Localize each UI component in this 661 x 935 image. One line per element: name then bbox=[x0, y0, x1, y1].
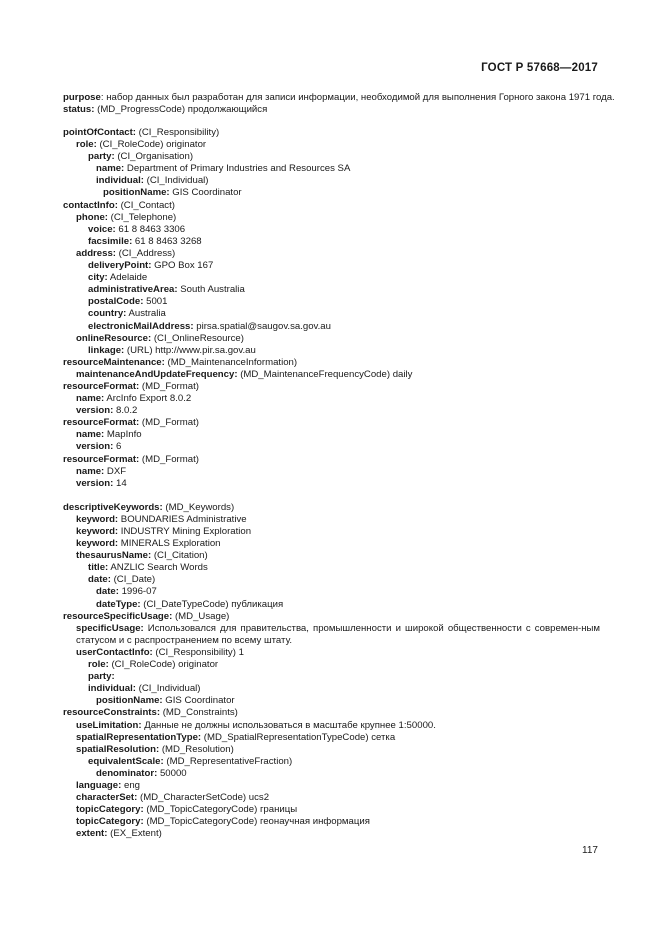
metadata-line bbox=[63, 260, 600, 272]
field-key: deliveryPoint: bbox=[88, 260, 152, 272]
field-key: equivalentScale: bbox=[88, 755, 164, 767]
metadata-line bbox=[63, 417, 600, 429]
metadata-line bbox=[63, 683, 600, 695]
metadata-line bbox=[63, 454, 600, 466]
metadata-line bbox=[63, 187, 600, 199]
field-key: country: bbox=[88, 308, 127, 320]
metadata-line bbox=[63, 720, 600, 732]
field-value: 6 bbox=[113, 441, 122, 453]
metadata-line bbox=[63, 248, 600, 260]
field-key: individual: bbox=[88, 683, 136, 695]
field-value: MapInfo bbox=[104, 429, 142, 441]
field-key: version: bbox=[76, 441, 114, 453]
field-value: : набор данных был разработан для записи информации, необходимой для выполнения Горного закона 1971 года. bbox=[100, 92, 615, 103]
intro-block bbox=[63, 92, 615, 116]
field-key: resourceFormat: bbox=[63, 417, 140, 429]
metadata-line bbox=[63, 562, 600, 574]
field-key: descriptiveKeywords: bbox=[63, 501, 163, 513]
field-value: (CI_Address) bbox=[116, 247, 176, 259]
field-value: (CI_Individual) bbox=[135, 683, 201, 695]
field-key: version: bbox=[76, 405, 114, 417]
field-key: resourceFormat: bbox=[63, 453, 140, 465]
field-key: resourceMaintenance: bbox=[63, 356, 165, 368]
metadata-line bbox=[63, 441, 600, 453]
metadata-line bbox=[63, 369, 600, 381]
field-key: spatialRepresentationType: bbox=[76, 731, 202, 743]
metadata-line bbox=[63, 466, 600, 478]
metadata-line bbox=[63, 308, 600, 320]
metadata-line bbox=[63, 393, 600, 405]
metadata-line bbox=[63, 139, 600, 151]
field-key: thesaurusName: bbox=[76, 550, 152, 562]
field-key: phone: bbox=[76, 211, 108, 223]
field-value: Department of Primary Industries and Resources SA bbox=[124, 163, 351, 175]
metadata-line bbox=[63, 333, 600, 345]
field-value: 1996-07 bbox=[118, 586, 157, 598]
metadata-listing bbox=[63, 127, 600, 840]
field-key: name: bbox=[76, 393, 105, 405]
metadata-line bbox=[63, 792, 600, 804]
field-key: characterSet: bbox=[76, 792, 138, 804]
field-key: positionName: bbox=[96, 695, 163, 707]
field-value: (MD_SpatialRepresentationTypeCode) сетка bbox=[201, 731, 396, 743]
field-key: version: bbox=[76, 477, 114, 489]
field-value: (MD_TopicCategoryCode) границы bbox=[143, 804, 298, 816]
field-value: pirsa.spatial@saugov.sa.gov.au bbox=[193, 320, 331, 332]
field-value: MINERALS Exploration bbox=[118, 538, 221, 550]
field-value: (CI_Organisation) bbox=[114, 151, 194, 163]
metadata-line bbox=[63, 599, 600, 611]
metadata-line bbox=[63, 429, 600, 441]
status-line bbox=[63, 104, 600, 116]
field-value: (CI_Contact) bbox=[117, 199, 175, 211]
field-key: title: bbox=[88, 562, 109, 574]
metadata-line bbox=[63, 296, 600, 308]
field-value: (MD_Format) bbox=[139, 380, 199, 392]
metadata-line bbox=[63, 212, 600, 224]
field-value: 61 8 8463 3268 bbox=[132, 235, 202, 247]
field-key: status: bbox=[63, 104, 95, 116]
field-value: INDUSTRY Mining Exploration bbox=[118, 526, 252, 537]
field-value: (EX_Extent) bbox=[107, 828, 162, 840]
field-key: onlineResource: bbox=[76, 332, 152, 344]
field-key: specificUsage: bbox=[76, 622, 144, 634]
metadata-line bbox=[63, 780, 600, 792]
field-value: BOUNDARIES Administrative bbox=[118, 513, 247, 525]
field-value: (CI_OnlineResource) bbox=[151, 332, 244, 344]
field-value: (MD_Usage) bbox=[172, 610, 230, 622]
field-value: (URL) http://www.pir.sa.gov.au bbox=[124, 344, 256, 356]
metadata-line bbox=[63, 272, 600, 284]
metadata-line bbox=[63, 163, 600, 175]
field-key: purpose bbox=[63, 92, 101, 103]
metadata-line bbox=[63, 732, 600, 744]
field-key: userContactInfo: bbox=[76, 646, 153, 658]
field-key: role: bbox=[76, 139, 97, 151]
field-value: (MD_Format) bbox=[139, 417, 199, 429]
document-header: ГОСТ Р 57668—2017 bbox=[481, 62, 598, 74]
field-key: keyword: bbox=[76, 526, 119, 537]
metadata-line bbox=[63, 707, 600, 719]
field-value: GPO Box 167 bbox=[151, 260, 214, 272]
field-key: date: bbox=[96, 586, 119, 598]
metadata-line bbox=[63, 224, 600, 236]
purpose-line bbox=[63, 92, 615, 104]
metadata-line bbox=[63, 236, 600, 248]
metadata-line bbox=[63, 828, 600, 840]
field-key: contactInfo: bbox=[63, 199, 118, 211]
field-value: 61 8 8463 3306 bbox=[115, 223, 186, 235]
field-value: (CI_RoleCode) originator bbox=[96, 139, 207, 151]
field-value: (CI_DateTypeCode) публикация bbox=[140, 598, 284, 610]
metadata-line bbox=[63, 756, 600, 768]
field-value: (CI_RoleCode) originator bbox=[108, 659, 219, 671]
metadata-line bbox=[63, 611, 600, 623]
field-value: 5001 bbox=[143, 296, 168, 308]
field-value: (CI_Telephone) bbox=[107, 211, 177, 223]
field-key: keyword: bbox=[76, 513, 119, 525]
field-key: administrativeArea: bbox=[88, 284, 178, 296]
field-key: denominator: bbox=[96, 767, 158, 779]
field-value: (MD_MaintenanceFrequencyCode) daily bbox=[237, 368, 413, 380]
metadata-line bbox=[63, 816, 600, 828]
field-key: party: bbox=[88, 151, 115, 163]
field-value: (MD_ProgressCode) продолжающийся bbox=[94, 104, 268, 116]
field-key: language: bbox=[76, 779, 122, 791]
metadata-line bbox=[63, 538, 600, 550]
metadata-line bbox=[63, 284, 600, 296]
field-key: resourceConstraints: bbox=[63, 707, 161, 719]
field-key: spatialResolution: bbox=[76, 743, 160, 755]
section-gap bbox=[63, 490, 600, 502]
field-key: date: bbox=[88, 574, 111, 586]
page-number: 117 bbox=[582, 845, 598, 856]
field-key: useLimitation: bbox=[76, 719, 142, 731]
field-value: Adelaide bbox=[107, 272, 148, 284]
field-key: electronicMailAddress: bbox=[88, 320, 194, 332]
metadata-line bbox=[63, 744, 600, 756]
field-value: 14 bbox=[113, 477, 127, 489]
metadata-line bbox=[63, 502, 600, 514]
field-value: (CI_Citation) bbox=[151, 550, 208, 562]
metadata-line bbox=[63, 550, 600, 562]
field-value: ANZLIC Search Words bbox=[108, 562, 208, 574]
metadata-line bbox=[63, 586, 600, 598]
field-key: linkage: bbox=[88, 344, 125, 356]
field-value: South Australia bbox=[177, 284, 245, 296]
field-value: ArcInfo Export 8.0.2 bbox=[104, 393, 192, 405]
field-key: postalCode: bbox=[88, 296, 144, 308]
metadata-line bbox=[63, 405, 600, 417]
metadata-line bbox=[63, 526, 600, 538]
field-value: (MD_MaintenanceInformation) bbox=[164, 356, 298, 368]
metadata-line bbox=[63, 175, 600, 187]
field-value: (CI_Date) bbox=[110, 574, 156, 586]
field-key: individual: bbox=[96, 175, 144, 187]
field-key: name: bbox=[96, 163, 125, 175]
field-value: (MD_CharacterSetCode) ucs2 bbox=[137, 792, 270, 804]
field-value: (MD_Constraints) bbox=[160, 707, 238, 719]
field-key: pointOfContact: bbox=[63, 127, 137, 138]
field-key: topicCategory: bbox=[76, 804, 144, 816]
field-value: Данные не должны использоваться в масштабе крупнее 1:50000. bbox=[141, 719, 436, 731]
field-key: keyword: bbox=[76, 538, 119, 550]
field-key: voice: bbox=[88, 223, 116, 235]
field-value: DXF bbox=[104, 465, 127, 477]
field-value: GIS Coordinator bbox=[169, 187, 242, 199]
field-value: (CI_Individual) bbox=[143, 175, 209, 187]
field-key: role: bbox=[88, 659, 109, 671]
metadata-line bbox=[63, 659, 600, 671]
field-value: (CI_Responsibility) bbox=[136, 127, 220, 138]
metadata-line bbox=[63, 514, 600, 526]
metadata-line bbox=[63, 357, 600, 369]
field-value: 8.0.2 bbox=[113, 405, 138, 417]
field-value: (MD_TopicCategoryCode) геонаучная информация bbox=[143, 816, 370, 828]
field-key: party: bbox=[88, 671, 115, 683]
metadata-line bbox=[63, 768, 600, 780]
field-key: city: bbox=[88, 272, 108, 284]
field-key: extent: bbox=[76, 828, 108, 840]
field-key: dateType: bbox=[96, 598, 141, 610]
metadata-line bbox=[63, 478, 600, 490]
metadata-line bbox=[63, 647, 600, 659]
field-key: resourceFormat: bbox=[63, 380, 140, 392]
metadata-line bbox=[63, 200, 600, 212]
field-value: (MD_Format) bbox=[139, 453, 199, 465]
field-value: 50000 bbox=[157, 767, 187, 779]
metadata-line bbox=[63, 804, 600, 816]
field-key: maintenanceAndUpdateFrequency: bbox=[76, 368, 238, 380]
field-value: GIS Coordinator bbox=[162, 695, 235, 707]
field-key: topicCategory: bbox=[76, 816, 144, 828]
metadata-line bbox=[63, 695, 600, 707]
field-key: name: bbox=[76, 429, 105, 441]
field-key: name: bbox=[76, 465, 105, 477]
field-key: positionName: bbox=[103, 187, 170, 199]
metadata-line bbox=[63, 151, 600, 163]
field-value: Australia bbox=[126, 308, 166, 320]
metadata-line bbox=[63, 574, 600, 586]
field-key: address: bbox=[76, 247, 116, 259]
metadata-line bbox=[63, 321, 600, 333]
field-value: eng bbox=[121, 779, 140, 791]
field-value: (MD_Keywords) bbox=[162, 501, 235, 513]
metadata-line bbox=[63, 381, 600, 393]
field-key: facsimile: bbox=[88, 235, 133, 247]
metadata-line bbox=[63, 623, 600, 647]
field-value: (MD_RepresentativeFraction) bbox=[163, 755, 293, 767]
field-value: (CI_Responsibility) 1 bbox=[152, 646, 244, 658]
field-key: resourceSpecificUsage: bbox=[63, 610, 173, 622]
metadata-line bbox=[63, 671, 600, 683]
metadata-line bbox=[63, 127, 600, 139]
field-value: Использовался для правительства, промышленности и широкой общественности с современ-ным статусом и с распространением по всему штату. bbox=[76, 622, 600, 646]
metadata-line bbox=[63, 345, 600, 357]
field-value: (MD_Resolution) bbox=[159, 743, 234, 755]
